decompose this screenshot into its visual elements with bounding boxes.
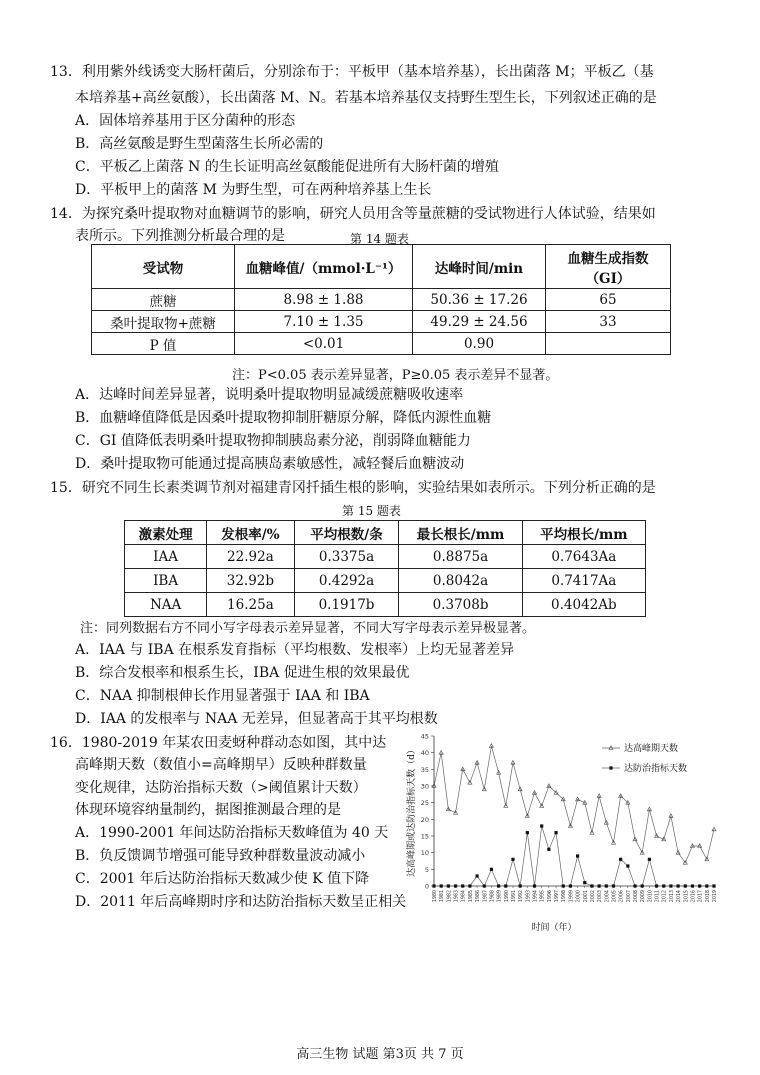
q15-option-c: C．NAA 抑制根伸长作用显著强于 IAA 和 IBA [75, 688, 370, 704]
x-axis-label: 时间（年） [531, 923, 577, 933]
data-point-control [677, 884, 680, 887]
data-point-control [540, 824, 543, 827]
q13-option-b: B．高丝氨酸是野生型菌落生长所必需的 [75, 136, 324, 152]
legend-marker-control [609, 766, 612, 769]
q14-stem-line1: 14．为探究桑叶提取物对血糖调节的影响，研究人员用含等量蔗糖的受试物进行人体试验，结果如 [50, 206, 656, 222]
q14-cell: 8.98 ± 1.88 [235, 289, 413, 311]
q14-cell [546, 333, 671, 355]
data-point-control [432, 884, 435, 887]
data-point-control [497, 884, 500, 887]
x-tick-label: 2000 [576, 890, 582, 903]
y-tick-label: 20 [420, 815, 429, 824]
data-point-control [626, 864, 629, 867]
x-tick-label: 2006 [619, 890, 625, 903]
data-point-control [619, 858, 622, 861]
x-tick-label: 1990 [504, 890, 510, 903]
q15-header-cell: 平均根数/条 [294, 521, 399, 545]
q15-cell: 0.1917b [294, 593, 399, 617]
x-tick-label: 1994 [533, 890, 539, 903]
q15-option-a: A．IAA 与 IBA 在根系发育指标（平均根数、发根率）上均无显著差异 [75, 642, 515, 658]
x-tick-label: 2007 [626, 890, 632, 903]
x-tick-label: 2017 [698, 890, 704, 903]
q13-stem-line1: 13．利用紫外线诱变大肠杆菌后，分别涂布于：平板甲（基本培养基），长出菌落 M；平板乙（基 [50, 64, 654, 80]
q16-stem-line4: 体现环境容纳量制约，据图推测最合理的是 [75, 802, 341, 818]
q14-cell: 蔗糖 [92, 289, 235, 311]
x-tick-label: 2004 [605, 890, 611, 903]
q13-option-c: C．平板乙上菌落 N 的生长证明高丝氨酸能促进所有大肠杆菌的增殖 [75, 159, 499, 175]
y-tick-label: 15 [420, 832, 429, 841]
x-tick-label: 2008 [634, 890, 640, 903]
q14-header-gi: 血糖生成指数 [567, 250, 649, 267]
q15-stem: 15．研究不同生长素类调节剂对福建青冈扦插生根的影响，实验结果如表所示。下列分析正确的是 [50, 480, 656, 496]
x-tick-label: 1995 [540, 890, 546, 903]
data-point-control [461, 884, 464, 887]
q14-cell: 33 [546, 311, 671, 333]
data-point-control [504, 884, 507, 887]
y-tick-label: 10 [420, 849, 429, 858]
x-tick-label: 1991 [511, 890, 517, 903]
q14-stem-line2: 表所示。下列推测分析最合理的是 [75, 228, 285, 244]
x-tick-label: 2012 [662, 890, 668, 903]
data-point-control [641, 884, 644, 887]
data-point-control [648, 858, 651, 861]
data-point-control [583, 881, 586, 884]
x-tick-label: 1981 [440, 890, 446, 903]
q14-cell: 65 [546, 289, 671, 311]
q14-cell: <0.01 [235, 333, 413, 355]
q14-cell: P 值 [92, 333, 235, 355]
q15-cell: 0.4042Ab [522, 593, 645, 617]
q14-header-cell: 血糖峰值/（mmol·L⁻¹） [235, 245, 413, 289]
q16-option-c: C．2001 年后达防治指标天数减少使 K 值下降 [75, 871, 370, 887]
y-axis-label: 达高峰期或达防治指标天数（d） [407, 745, 417, 877]
q13-stem-line2: 本培养基+高丝氨酸），长出菌落 M、N。若基本培养基仅支持野生型生长，下列叙述正确的是 [75, 90, 657, 106]
y-tick-label: 35 [420, 765, 429, 774]
data-point-control [490, 868, 493, 871]
data-point-control [483, 884, 486, 887]
x-tick-label: 2002 [590, 890, 596, 903]
x-tick-label: 2010 [648, 890, 654, 903]
q15-cell: 22.92a [207, 545, 294, 569]
x-tick-label: 1988 [490, 890, 496, 903]
data-point-control [569, 884, 572, 887]
data-point-control [684, 884, 687, 887]
data-point-control [633, 884, 636, 887]
x-tick-label: 1997 [555, 890, 561, 903]
x-tick-label: 1998 [562, 890, 568, 903]
x-tick-label: 2001 [583, 890, 589, 903]
y-tick-label: 40 [420, 749, 429, 758]
q15-cell: 0.7417Aa [522, 569, 645, 593]
q15-cell: 0.8042a [399, 569, 522, 593]
q15-header-cell: 激素处理 [125, 521, 207, 545]
q14-header-cell: 达峰时间/min [413, 245, 546, 289]
q13-option-d: D．平板甲上的菌落 M 为野生型，可在两种培养基上生长 [75, 182, 432, 198]
data-point-control [662, 884, 665, 887]
x-tick-label: 1983 [454, 890, 460, 903]
x-tick-label: 2011 [655, 890, 661, 903]
x-tick-label: 1992 [519, 890, 525, 903]
x-tick-label: 1996 [547, 890, 553, 903]
x-tick-label: 2009 [641, 890, 647, 903]
data-point-control [440, 884, 443, 887]
data-point-control [669, 884, 672, 887]
data-point-control [519, 884, 522, 887]
x-tick-label: 1999 [569, 890, 575, 903]
x-tick-label: 2005 [612, 890, 618, 903]
q16-stem-line2: 高峰期天数（数值小=高峰期早）反映种群数量 [75, 757, 367, 773]
data-point-control [655, 884, 658, 887]
x-tick-label: 1982 [447, 890, 453, 903]
q14-table-caption: 第 14 题表 [350, 232, 409, 246]
q15-cell: 32.92b [207, 569, 294, 593]
q14-header-cell [546, 245, 671, 289]
q15-cell: 0.7643Aa [522, 545, 645, 569]
data-point-control [511, 858, 514, 861]
data-point-control [612, 884, 615, 887]
q15-cell: 0.8875a [399, 545, 522, 569]
data-point-control [598, 884, 601, 887]
q14-option-d: D．桑叶提取物可能通过提高胰岛素敏感性，减轻餐后血糖波动 [75, 456, 465, 472]
q14-cell: 桑叶提取物+蔗糖 [92, 311, 235, 333]
x-tick-label: 2018 [705, 890, 711, 903]
page-footer: 高三生物 试题 第3页 共 7 页 [296, 1047, 464, 1062]
x-tick-label: 1993 [526, 890, 532, 903]
q15-header-cell: 发根率/% [207, 521, 294, 545]
x-tick-label: 2015 [684, 890, 690, 903]
q16-stem-line1: 16．1980-2019 年某农田麦蚜种群动态如图，其中达 [50, 735, 387, 751]
q15-table-caption: 第 15 题表 [342, 504, 401, 518]
q15-cell: NAA [125, 593, 207, 617]
q14-option-a: A．达峰时间差异显著，说明桑叶提取物明显减缓蔗糖吸收速率 [75, 387, 464, 403]
x-tick-label: 1980 [433, 890, 438, 903]
x-tick-label: 1985 [468, 890, 474, 903]
data-point-control [547, 848, 550, 851]
q16-stem-line3: 变化规律，达防治指标天数（>阈值累计天数） [75, 780, 367, 796]
q14-cell: 7.10 ± 1.35 [235, 311, 413, 333]
q14-cell: 49.29 ± 24.56 [413, 311, 546, 333]
q15-cell: IBA [125, 569, 207, 593]
data-point-control [526, 831, 529, 834]
x-tick-label: 2014 [677, 890, 683, 903]
x-tick-label: 2013 [669, 890, 675, 903]
x-tick-label: 1987 [483, 890, 489, 903]
q14-header-gi-sub: （GI） [585, 270, 631, 287]
data-point-control [554, 831, 557, 834]
data-point-control [468, 884, 471, 887]
q15-header-cell: 平均根长/mm [522, 521, 645, 545]
q16-option-b: B．负反馈调节增强可能导致种群数量波动减小 [75, 848, 366, 864]
q15-cell: 0.3375a [294, 545, 399, 569]
q14-option-c: C．GI 值降低表明桑叶提取物抑制胰岛素分泌，削弱降血糖能力 [75, 433, 471, 449]
y-tick-label: 0 [424, 882, 429, 891]
data-point-control [605, 884, 608, 887]
legend-label-peak: 达高峰期天数 [624, 744, 679, 754]
x-tick-label: 2016 [691, 890, 697, 903]
q14-table [91, 244, 671, 355]
q15-table-note: 注：同列数据右方不同小写字母表示差异显著，不同大写字母表示差异极显著。 [80, 621, 536, 636]
data-point-control [705, 884, 708, 887]
q15-option-d: D．IAA 的发根率与 NAA 无差异，但显著高于其平均根数 [75, 711, 438, 727]
y-tick-label: 30 [420, 782, 429, 791]
x-tick-label: 1984 [461, 890, 467, 903]
data-point-control [533, 884, 536, 887]
data-point-control [698, 884, 701, 887]
q14-cell: 50.36 ± 17.26 [413, 289, 546, 311]
y-tick-label: 25 [420, 799, 429, 808]
data-point-control [562, 884, 565, 887]
q14-header-cell: 受试物 [92, 245, 235, 289]
q15-option-b: B．综合发根率和根系生长，IBA 促进生根的效果最优 [75, 665, 410, 681]
x-tick-label: 1986 [476, 890, 482, 903]
data-point-control [691, 884, 694, 887]
data-point-control [590, 884, 593, 887]
q14-cell: 0.90 [413, 333, 546, 355]
x-tick-label: 1989 [497, 890, 503, 903]
data-point-control [712, 884, 715, 887]
q15-table [124, 520, 646, 617]
q13-option-a: A．固体培养基用于区分菌种的形态 [75, 113, 296, 129]
y-tick-label: 45 [420, 732, 429, 741]
q15-cell: 0.3708b [399, 593, 522, 617]
q14-table-note: 注：P<0.05 表示差异显著，P≥0.05 表示差异不显著。 [232, 368, 559, 383]
x-tick-label: 2019 [713, 890, 718, 903]
data-point-control [475, 874, 478, 877]
q15-cell: IAA [125, 545, 207, 569]
q15-cell: 0.4292a [294, 569, 399, 593]
legend-label-control: 达防治指标天数 [624, 764, 688, 774]
data-point-control [454, 884, 457, 887]
data-point-control [576, 854, 579, 857]
q16-option-d: D．2011 年后高峰期时序和达防治指标天数呈正相关 [75, 894, 407, 910]
y-tick-label: 5 [424, 865, 429, 874]
q16-option-a: A．1990-2001 年间达防治指标天数峰值为 40 天 [75, 825, 389, 841]
x-tick-label: 2003 [598, 890, 604, 903]
q15-header-cell: 最长根长/mm [399, 521, 522, 545]
q14-option-b: B．血糖峰值降低是因桑叶提取物抑制肝糖原分解，降低内源性血糖 [75, 410, 492, 426]
data-point-control [447, 884, 450, 887]
aphid-dynamics-chart [402, 728, 722, 936]
q15-cell: 16.25a [207, 593, 294, 617]
